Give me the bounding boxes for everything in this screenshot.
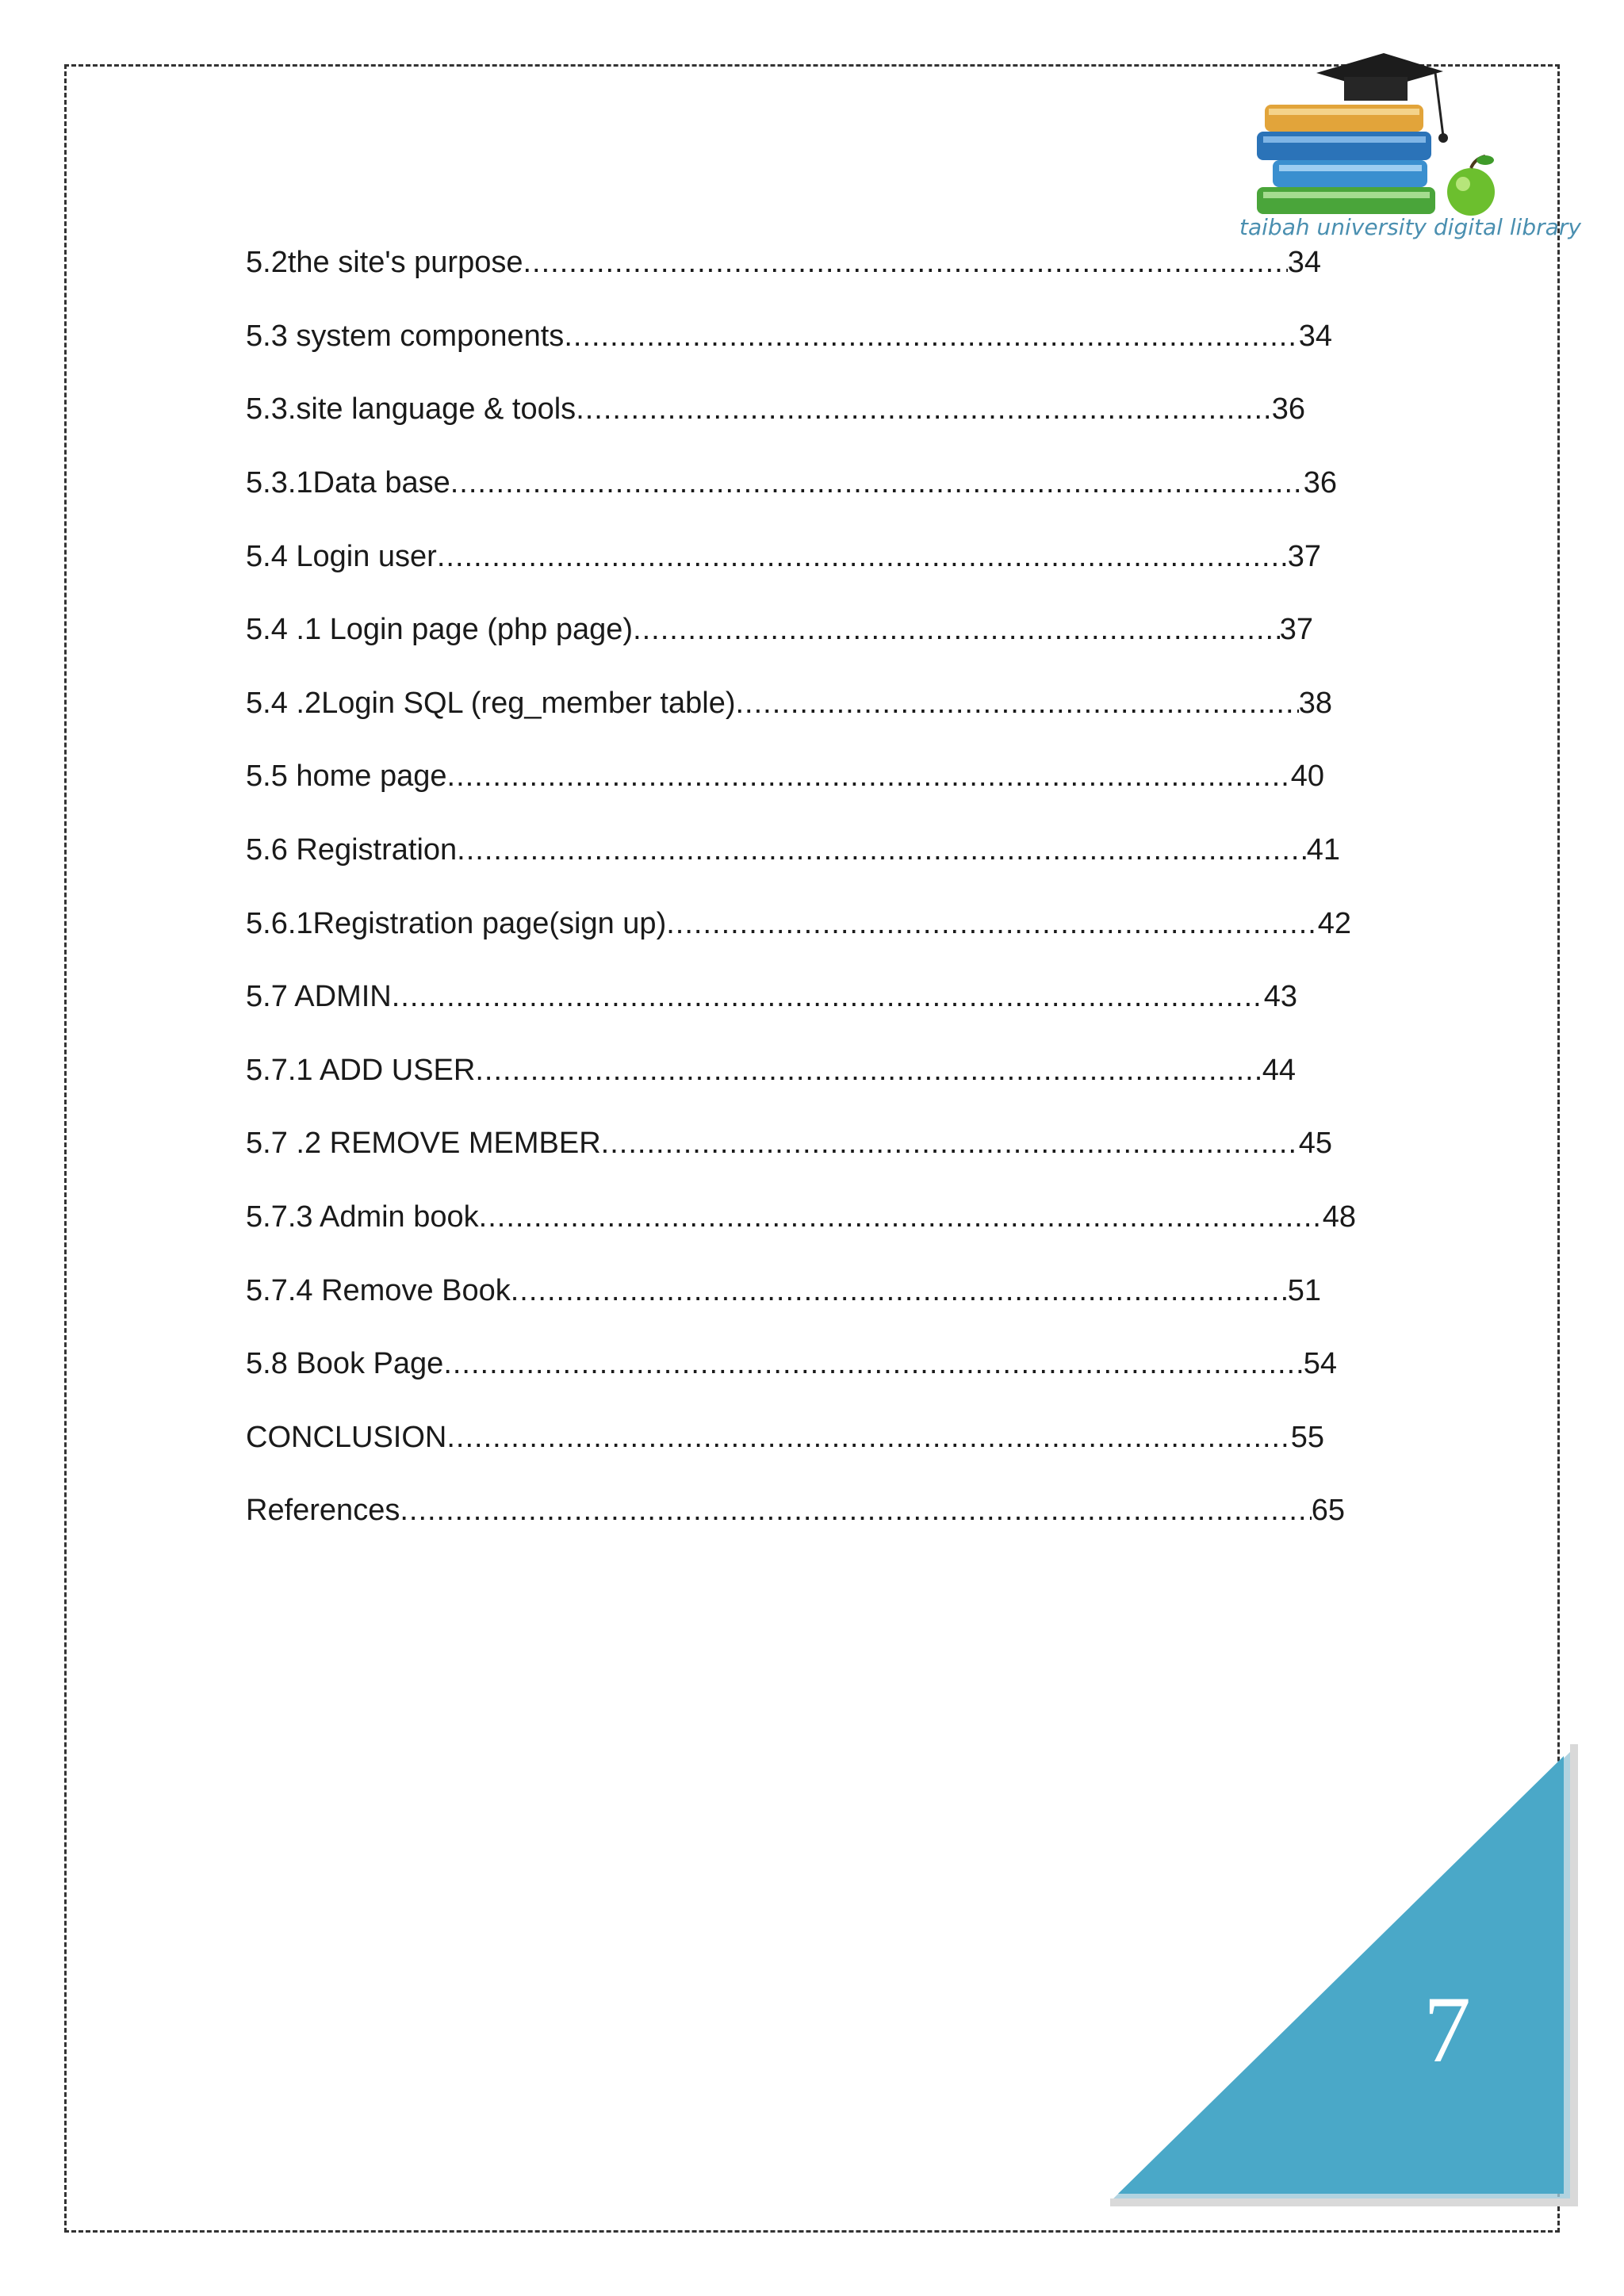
toc-entry[interactable] (246, 1123, 1332, 1163)
toc-entry[interactable] (246, 1418, 1324, 1457)
toc-entry-page-number: 45 (1298, 1127, 1332, 1160)
toc-entry-page-number: 55 (1290, 1421, 1324, 1454)
page-number: 7 (1423, 1976, 1471, 2082)
toc-dot-leader (446, 1418, 1290, 1457)
toc-dot-leader (576, 389, 1272, 429)
toc-entry-page-number: 43 (1263, 980, 1297, 1013)
toc-dot-leader (735, 683, 1298, 723)
toc-entry-title: CONCLUSION (246, 1421, 447, 1454)
toc-dot-leader (437, 537, 1288, 576)
toc-entry-page-number: 54 (1303, 1347, 1337, 1380)
toc-entry-title: 5.7.1 ADD USER (246, 1054, 476, 1087)
toc-dot-leader (392, 977, 1264, 1016)
toc-entry[interactable] (246, 1490, 1345, 1530)
toc-entry-title: 5.5 home page (246, 760, 447, 793)
toc-entry-title: 5.7.3 Admin book (246, 1200, 479, 1234)
toc-dot-leader (633, 610, 1280, 649)
toc-entry-page-number: 34 (1298, 320, 1332, 353)
toc-entry-title: 5.7 .2 REMOVE MEMBER (246, 1127, 601, 1160)
toc-entry-title: 5.2the site's purpose (246, 246, 523, 279)
toc-entry-title: 5.6.1Registration page(sign up) (246, 907, 667, 940)
toc-entry-title: 5.7 ADMIN (246, 980, 392, 1013)
toc-dot-leader (564, 316, 1298, 356)
toc-dot-leader (400, 1490, 1311, 1530)
toc-entry-page-number: 41 (1306, 833, 1340, 867)
toc-entry-title: 5.3.1Data base (246, 466, 450, 499)
toc-entry[interactable] (246, 243, 1321, 282)
toc-entry-title: 5.4 Login user (246, 540, 437, 573)
toc-entry-title: References (246, 1494, 400, 1527)
toc-entry-title: 5.8 Book Page (246, 1347, 444, 1380)
toc-entry-title: 5.3.site language & tools (246, 392, 576, 426)
toc-entry-page-number: 34 (1287, 246, 1321, 279)
toc-entry-page-number: 36 (1303, 466, 1337, 499)
toc-entry-title: 5.7.4 Remove Book (246, 1274, 511, 1307)
toc-entry-page-number: 65 (1311, 1494, 1345, 1527)
toc-dot-leader (450, 463, 1304, 503)
toc-entry-page-number: 37 (1287, 540, 1321, 573)
toc-entry-title: 5.6 Registration (246, 833, 458, 867)
toc-entry[interactable] (246, 389, 1305, 429)
toc-dot-leader (523, 243, 1287, 282)
toc-entry-title: 5.4 .2Login SQL (reg_member table) (246, 687, 736, 720)
toc-dot-leader (457, 830, 1307, 870)
toc-dot-leader (479, 1197, 1323, 1237)
toc-dot-leader (601, 1123, 1299, 1163)
page-corner-triangle-shape (1102, 1740, 1586, 2208)
toc-entry[interactable] (246, 1197, 1356, 1237)
page-corner-triangle (1102, 1740, 1586, 2208)
toc-entry[interactable] (246, 1050, 1296, 1090)
toc-dot-leader (443, 1344, 1303, 1383)
toc-entry[interactable] (246, 756, 1324, 796)
toc-entry-page-number: 44 (1262, 1054, 1296, 1087)
toc-entry-page-number: 36 (1271, 392, 1305, 426)
toc-entry[interactable] (246, 1344, 1337, 1383)
toc-dot-leader (475, 1050, 1262, 1090)
toc-entry-page-number: 48 (1322, 1200, 1356, 1234)
toc-entry-page-number: 38 (1298, 687, 1332, 720)
toc-entry[interactable] (246, 316, 1332, 356)
toc-entry-title: 5.4 .1 Login page (php page) (246, 613, 634, 646)
toc-entry[interactable] (246, 1271, 1321, 1311)
logo-caption: taibah university digital library (1239, 214, 1581, 240)
toc-entry-page-number: 51 (1287, 1274, 1321, 1307)
toc-dot-leader (447, 756, 1291, 796)
toc-entry[interactable] (246, 830, 1340, 870)
toc-entry-title: 5.3 system components (246, 320, 565, 353)
toc-dot-leader (666, 904, 1318, 943)
toc-entry-page-number: 40 (1290, 760, 1324, 793)
toc-entry-page-number: 42 (1317, 907, 1351, 940)
toc-entry[interactable] (246, 463, 1337, 503)
toc-entry[interactable] (246, 537, 1321, 576)
toc-entry[interactable] (246, 977, 1297, 1016)
toc-entry[interactable] (246, 683, 1332, 723)
toc-entry[interactable] (246, 610, 1313, 649)
toc-entry-page-number: 37 (1279, 613, 1313, 646)
toc-dot-leader (511, 1271, 1288, 1311)
toc-entry[interactable] (246, 904, 1351, 943)
